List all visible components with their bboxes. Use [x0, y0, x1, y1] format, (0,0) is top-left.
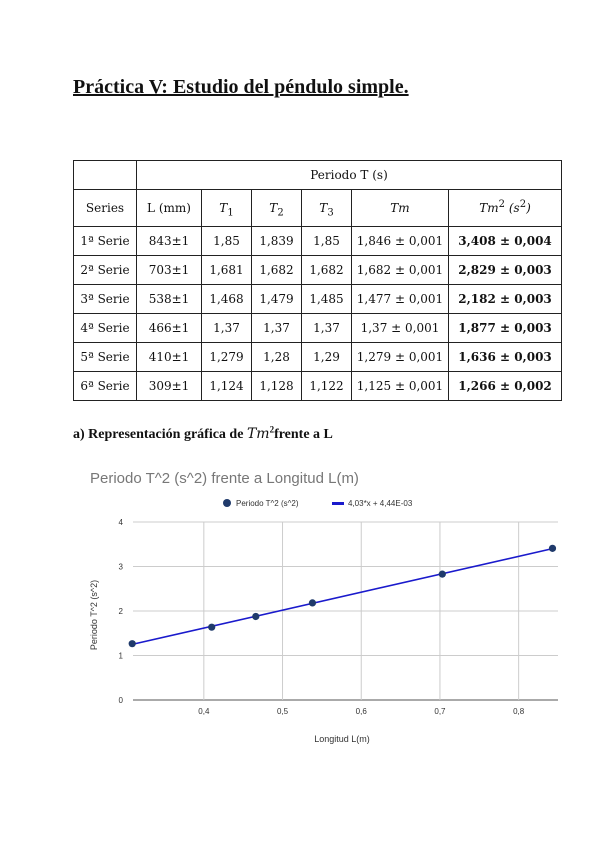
table-cell: 5ª Serie	[74, 343, 137, 372]
x-tick-label: 0,4	[198, 707, 210, 716]
legend-label-series: Periodo T^2 (s^2)	[236, 499, 299, 508]
table-cell: 538±1	[137, 285, 202, 314]
x-tick-label: 0,7	[434, 707, 446, 716]
table-cell: 1,279 ± 0,001	[352, 343, 449, 372]
results-table	[73, 160, 562, 401]
table-cell: 1,125 ± 0,001	[352, 372, 449, 401]
table-cell: 1ª Serie	[74, 227, 137, 256]
table-cell: 1,279	[202, 343, 252, 372]
chart-title: Periodo T^2 (s^2) frente a Longitud L(m)	[90, 470, 359, 487]
table-cell: 1,877 ± 0,003	[449, 314, 562, 343]
table-row	[74, 314, 562, 343]
table-cell: 1,681	[202, 256, 252, 285]
table-header-row	[74, 161, 562, 190]
table-header-row	[74, 190, 562, 227]
data-point	[208, 624, 215, 631]
table-cell: 1,682 ± 0,001	[352, 256, 449, 285]
table-cell: 1,636 ± 0,003	[449, 343, 562, 372]
header-length: L (mm)	[137, 190, 202, 227]
legend-line-icon	[332, 502, 344, 505]
table-cell: 309±1	[137, 372, 202, 401]
data-point	[309, 599, 316, 606]
table-cell: 1,682	[302, 256, 352, 285]
table-cell: 410±1	[137, 343, 202, 372]
table-cell: 1,468	[202, 285, 252, 314]
trendline	[132, 549, 552, 645]
section-heading: a) Representación gráfica de Tm$^2$frente a L	[73, 424, 333, 442]
table-cell: 1,846 ± 0,001	[352, 227, 449, 256]
header-series: Series	[74, 190, 137, 227]
table-cell: 1,28	[252, 343, 302, 372]
table-row	[74, 343, 562, 372]
table-cell: 4ª Serie	[74, 314, 137, 343]
group-header-cell: Periodo T (s)	[137, 161, 562, 190]
header-t2: $T_2$	[252, 190, 302, 227]
table-cell: 466±1	[137, 314, 202, 343]
table-cell: 1,477 ± 0,001	[352, 285, 449, 314]
table-cell: 703±1	[137, 256, 202, 285]
table-cell: 1,682	[252, 256, 302, 285]
pendulum-chart	[80, 460, 570, 750]
header-t1: $T_1$	[202, 190, 252, 227]
table-cell: 1,29	[302, 343, 352, 372]
table-cell: 2,182 ± 0,003	[449, 285, 562, 314]
legend-marker-icon	[223, 499, 231, 507]
table-cell: 1,37 ± 0,001	[352, 314, 449, 343]
table-cell: 1,122	[302, 372, 352, 401]
table-cell: 1,839	[252, 227, 302, 256]
data-point	[439, 571, 446, 578]
y-tick-label: 1	[118, 651, 123, 661]
header-t3: $T_3$	[302, 190, 352, 227]
table-cell: 1,124	[202, 372, 252, 401]
table-cell: 843±1	[137, 227, 202, 256]
x-tick-label: 0,8	[513, 707, 525, 716]
y-tick-label: 4	[118, 518, 123, 527]
legend-label-trendline: 4,03*x + 4,44E-03	[348, 499, 413, 508]
table-row	[74, 285, 562, 314]
table-cell: 1,85	[202, 227, 252, 256]
data-point	[252, 613, 259, 620]
table-cell: 3ª Serie	[74, 285, 137, 314]
data-point	[549, 545, 556, 552]
y-tick-label: 3	[118, 562, 123, 572]
table-cell: 3,408 ± 0,004	[449, 227, 562, 256]
table-cell: 6ª Serie	[74, 372, 137, 401]
header-tm2: Tm$^2$ $(s^2)$	[449, 190, 562, 227]
table-cell: 1,85	[302, 227, 352, 256]
table-cell: 2,829 ± 0,003	[449, 256, 562, 285]
table-cell: 1,128	[252, 372, 302, 401]
table-row	[74, 372, 562, 401]
y-tick-label: 2	[118, 607, 123, 616]
header-tm: Tm	[352, 190, 449, 227]
data-point	[129, 640, 136, 647]
table-cell: 2ª Serie	[74, 256, 137, 285]
table-cell: 1,37	[202, 314, 252, 343]
chart-legend	[223, 499, 413, 508]
y-tick-label: 0	[118, 696, 123, 705]
table-corner-cell	[74, 161, 137, 190]
table-cell: 1,479	[252, 285, 302, 314]
y-axis-label: Periodo T^2 (s^2)	[89, 579, 99, 651]
x-tick-label: 0,5	[276, 707, 289, 716]
x-tick-label: 0,6	[355, 707, 367, 716]
table-cell: 1,37	[302, 314, 352, 343]
table-cell: 1,266 ± 0,002	[449, 372, 562, 401]
table-cell: 1,485	[302, 285, 352, 314]
x-axis-label: Longitud L(m)	[314, 734, 370, 744]
table-row	[74, 227, 562, 256]
table-cell: 1,37	[252, 314, 302, 343]
table-row	[74, 256, 562, 285]
page-title: Práctica V: Estudio del péndulo simple.	[73, 76, 409, 98]
